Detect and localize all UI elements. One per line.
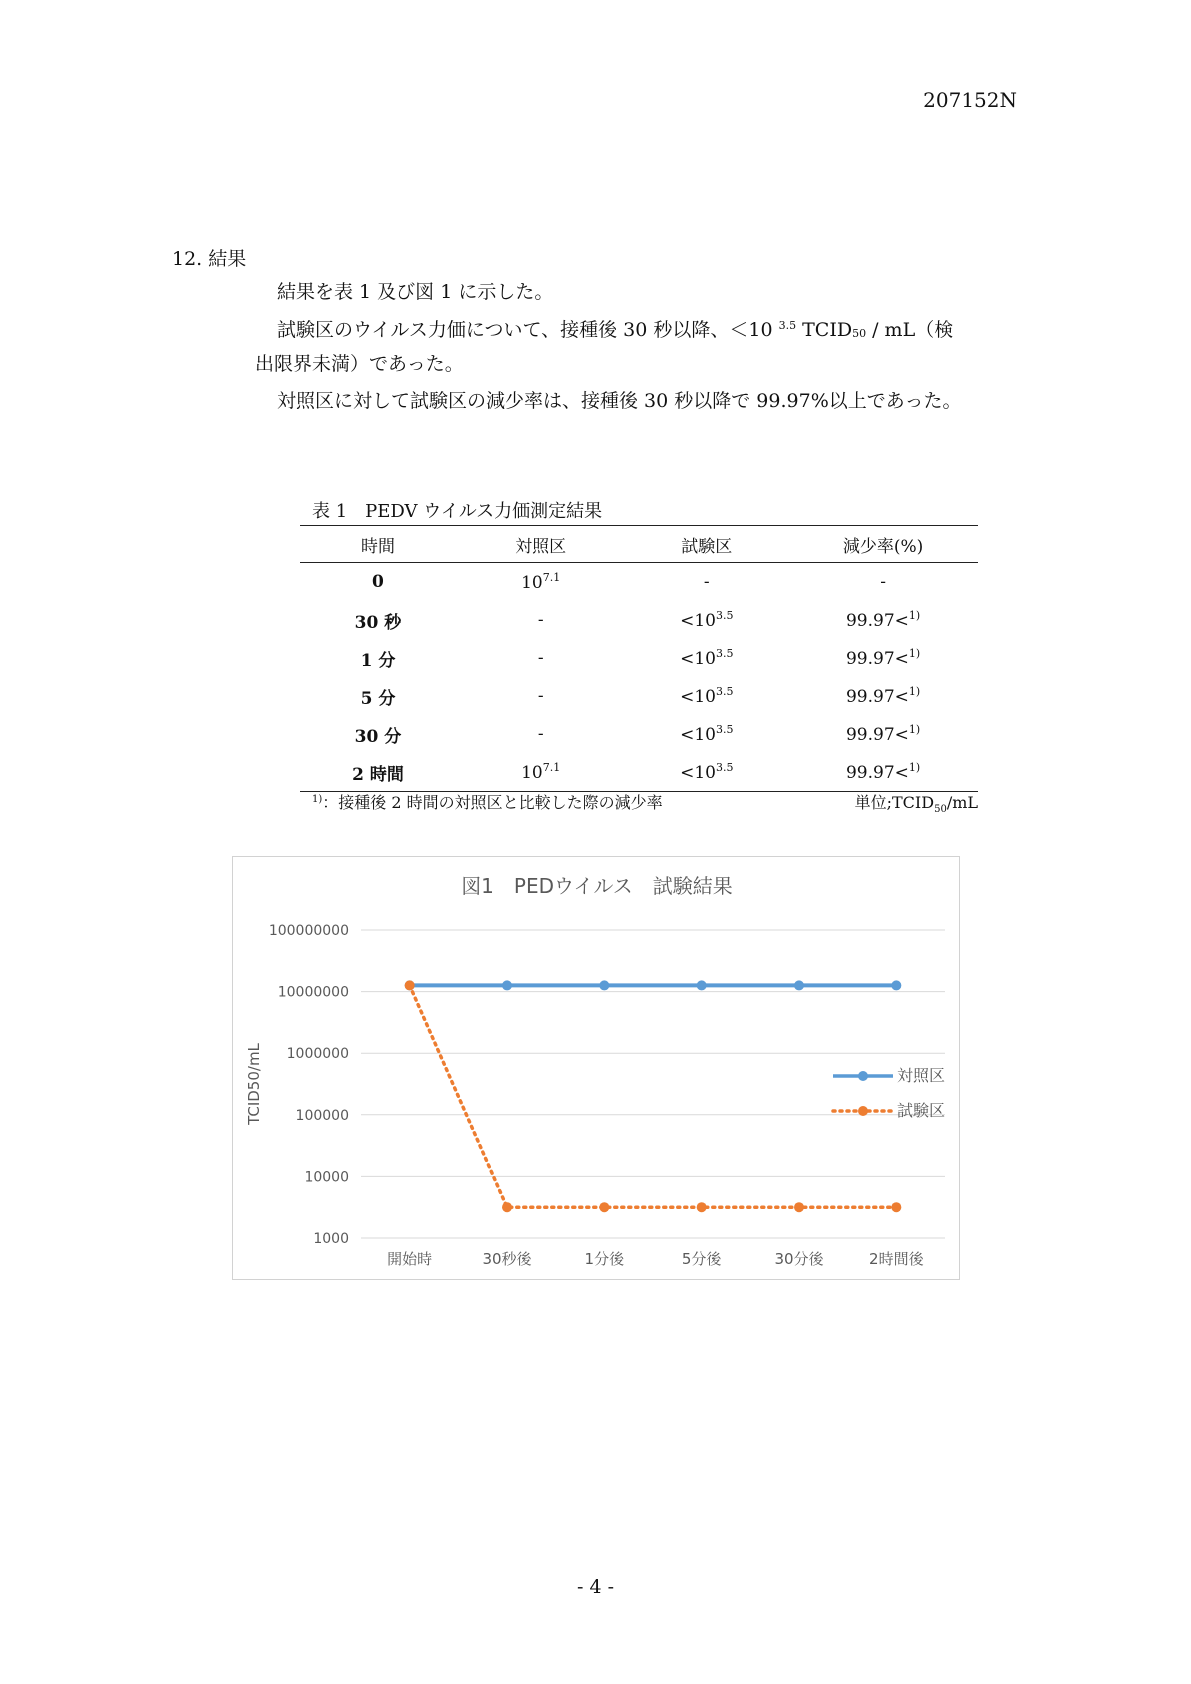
cell-control-value: - [537,724,544,744]
paragraph-2-subscript: 50 [852,327,867,340]
cell-reduction-rate-value: 99.97< [845,611,909,631]
cell-reduction-rate-value: 99.97< [845,725,909,745]
paragraph-2-unit-tail: / mL（検 [866,319,954,341]
cell-test [625,639,788,677]
cell-test-value: <10 [680,649,716,669]
paragraph-2-unit: TCID [796,319,853,341]
data-point-test [502,1202,512,1212]
cell-control-superscript: 7.1 [542,571,561,584]
cell-control [456,639,626,677]
x-tick-label: 30分後 [774,1250,824,1268]
cell-test-value: - [703,572,710,592]
cell-test [625,753,788,792]
cell-test-superscript: 3.5 [715,685,734,698]
table-row [300,715,978,753]
table-caption: 表 1 PEDV ウイルス力価測定結果 [312,501,603,522]
y-tick-label: 10000 [304,1169,349,1186]
unit-label: 単位;TCID [854,793,935,812]
cell-reduction-rate [788,601,978,639]
cell-control-value: - [537,610,544,630]
data-point-control [891,980,901,990]
cell-control-value: 10 [521,763,543,783]
cell-test-value: <10 [680,763,716,783]
cell-reduction-rate-superscript: 1) [908,761,921,774]
chart-frame [232,856,960,1280]
cell-time-value: 30 分 [354,726,402,747]
y-tick-label: 10000000 [277,984,349,1001]
cell-reduction-rate-value: 99.97< [845,763,909,783]
cell-test-superscript: 3.5 [715,647,734,660]
cell-time [300,639,456,677]
results-table [300,525,978,792]
unit-subscript: 50 [934,804,947,816]
cell-reduction-rate-superscript: 1) [908,609,921,622]
paragraph-1: 結果を表 1 及び図 1 に示した。 [277,281,554,303]
cell-control [456,563,626,602]
document-id: 207152N [923,88,1017,112]
cell-time [300,753,456,792]
paragraph-2-text: 試験区のウイルス力価について、接種後 30 秒以降、＜10 [277,319,779,341]
section-heading: 12. 結果 [172,248,247,270]
data-point-test [405,980,415,990]
table-unit [855,790,978,815]
table-row [300,601,978,639]
cell-time-value: 5 分 [360,688,396,709]
cell-reduction-rate-superscript: 1) [908,723,921,736]
header-reduction-rate: 減少率(%) [788,526,978,563]
footnote-mark: 1) [312,794,323,805]
x-tick-label: 5分後 [681,1250,722,1268]
legend-swatch-marker [858,1106,868,1116]
cell-reduction-rate-value: 99.97< [845,687,909,707]
y-tick-label: 100000 [295,1107,349,1124]
cell-test-superscript: 3.5 [715,761,734,774]
cell-test [625,677,788,715]
unit-tail: /mL [946,793,978,812]
header-time: 時間 [300,526,456,563]
cell-test [625,715,788,753]
x-tick-label: 2時間後 [869,1250,924,1268]
table-row [300,677,978,715]
header-test: 試験区 [625,526,788,563]
data-point-control [502,980,512,990]
cell-control [456,677,626,715]
footnote-text: ：接種後 2 時間の対照区と比較した際の減少率 [322,793,663,812]
cell-test-superscript: 3.5 [715,723,734,736]
paragraph-2-line-2: 出限界未満）であった。 [255,353,464,375]
cell-reduction-rate [788,563,978,602]
x-tick-label: 開始時 [387,1250,433,1268]
cell-control [456,715,626,753]
cell-test-value: <10 [680,611,716,631]
cell-test [625,563,788,602]
data-point-test [599,1202,609,1212]
cell-control [456,601,626,639]
data-point-test [794,1202,804,1212]
cell-test-value: <10 [680,687,716,707]
cell-reduction-rate [788,677,978,715]
cell-control-superscript: 7.1 [542,761,561,774]
page-number: - 4 - [576,1576,614,1598]
cell-control [456,753,626,792]
cell-time [300,677,456,715]
table-row [300,563,978,602]
table-row [300,639,978,677]
y-tick-label: 100000000 [268,923,349,939]
tcid50-line-chart [233,857,961,1281]
legend-swatch-marker [858,1071,868,1081]
cell-time-value: 0 [372,572,384,592]
cell-reduction-rate-value: 99.97< [845,649,909,669]
cell-reduction-rate [788,753,978,792]
cell-reduction-rate [788,639,978,677]
table-row [300,753,978,792]
cell-time [300,563,456,602]
cell-reduction-rate-superscript: 1) [908,647,921,660]
cell-time [300,601,456,639]
data-point-test [891,1202,901,1212]
cell-reduction-rate-superscript: 1) [908,685,921,698]
cell-time-value: 30 秒 [354,612,402,633]
cell-reduction-rate-value: - [880,572,886,592]
cell-test [625,601,788,639]
paragraph-2-line-1 [277,320,953,340]
paragraph-3: 対照区に対して試験区の減少率は、接種後 30 秒以降で 99.97%以上であった。 [277,390,962,412]
table-header-row [300,526,978,563]
y-tick-label: 1000000 [286,1046,349,1063]
header-control: 対照区 [456,526,626,563]
cell-time-value: 1 分 [360,650,396,671]
cell-test-value: <10 [680,725,716,745]
chart-title: 図1 PEDウイルス 試験結果 [461,874,733,898]
cell-control-value: - [537,686,544,706]
table-footnote [312,790,663,813]
legend-label: 対照区 [897,1066,946,1085]
series-line-test [410,985,897,1207]
cell-test-superscript: 3.5 [715,609,734,622]
y-axis-label: TCID50/mL [245,1043,263,1125]
paragraph-2-exponent: 3.5 [778,319,797,332]
data-point-test [697,1202,707,1212]
y-tick-label: 1000 [313,1231,349,1247]
cell-reduction-rate [788,715,978,753]
cell-time [300,715,456,753]
legend-label: 試験区 [897,1101,946,1120]
data-point-control [599,980,609,990]
x-tick-label: 30秒後 [482,1250,532,1268]
data-point-control [697,980,707,990]
cell-control-value: 10 [521,573,543,593]
data-point-control [794,980,804,990]
cell-control-value: - [537,648,544,668]
cell-time-value: 2 時間 [352,764,404,785]
x-tick-label: 1分後 [584,1250,625,1268]
